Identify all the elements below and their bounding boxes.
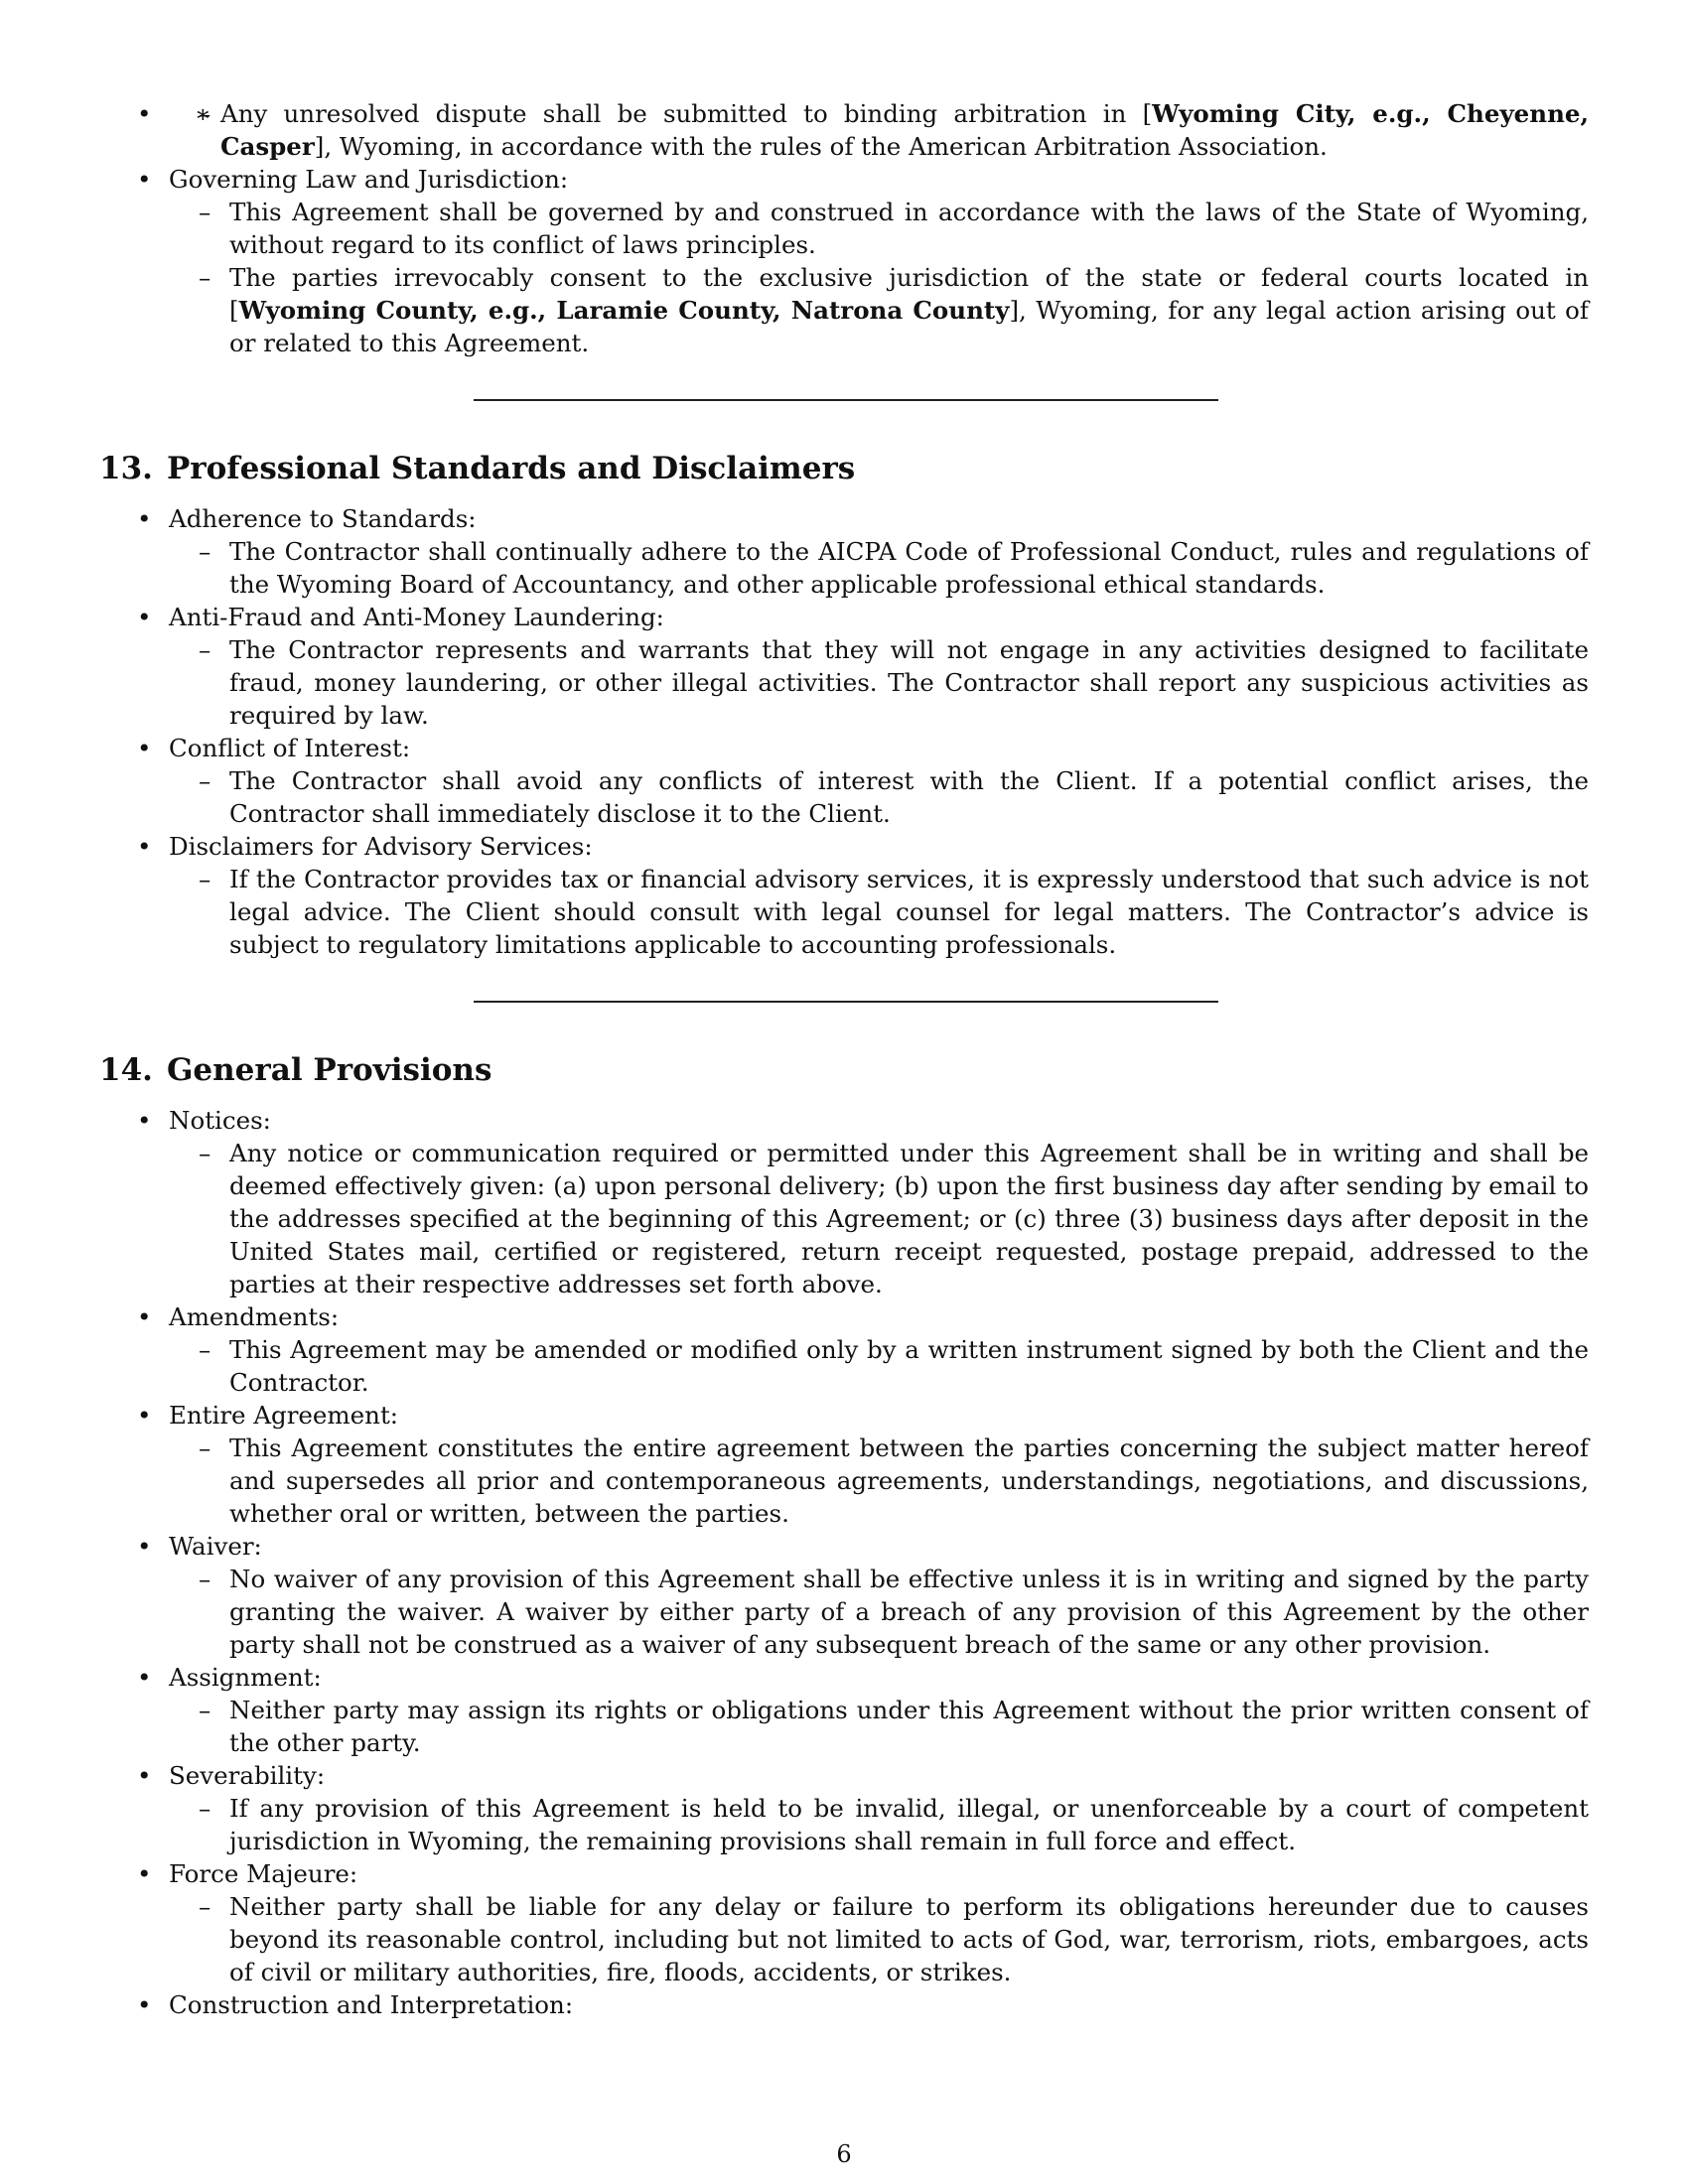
section-14-list xyxy=(99,1104,1589,2021)
section-13-title: Professional Standards and Disclaimers xyxy=(166,451,856,486)
arbitration-text-post: ], Wyoming, in accordance with the rules of the American Arbitration Association. xyxy=(314,132,1328,161)
item-text: – Neither party may assign its rights or obligations under this Agreement without the prior written consent of the other party. xyxy=(169,1694,1589,1759)
item-text: – The Contractor represents and warrants that they will not engage in any activities designed to facilitate fraud, money laundering, or other illegal activities. The Contractor shall report any suspicious activities as required by law. xyxy=(169,633,1589,732)
item-label: Construction and Interpretation: xyxy=(169,1990,574,2019)
item-text: – The Contractor shall avoid any conflicts of interest with the Client. If a potential conflict arises, the Contractor shall immediately disclose it to the Client. xyxy=(169,764,1589,830)
section-13-list xyxy=(99,502,1589,961)
list-item xyxy=(99,1988,1589,2021)
item-text: – This Agreement constitutes the entire agreement between the parties concerning the subject matter hereof and supersedes all prior and contemporaneous agreements, understandings, negotiations, and discussions, whether oral or written, between the parties. xyxy=(169,1432,1589,1530)
continued-list xyxy=(99,97,1589,163)
item-label: Waiver: xyxy=(169,1532,262,1561)
list-item xyxy=(99,601,1589,732)
page-number: 6 xyxy=(836,2140,852,2168)
item-label: Entire Agreement: xyxy=(169,1401,399,1430)
continued-sublist xyxy=(169,97,1589,163)
continued-item xyxy=(99,97,1589,163)
continued-subitem xyxy=(169,97,1589,163)
item-text: – If the Contractor provides tax or financial advisory services, it is expressly understood that such advice is not legal advice. The Client should consult with legal counsel for legal matters. The Contractor’s advice is subject to regulatory limitations applicable to accounting professionals. xyxy=(169,863,1589,961)
item-label: Adherence to Standards: xyxy=(169,504,477,533)
item-label: Severability: xyxy=(169,1761,326,1790)
list-item xyxy=(99,1104,1589,1300)
item-text: – Neither party shall be liable for any delay or failure to perform its obligations hereunder due to causes beyond its reasonable control, including but not limited to acts of God, war, terrorism, riots, embargoes, acts of civil or military authorities, fire, floods, accidents, or strikes. xyxy=(169,1890,1589,1988)
item-label: Amendments: xyxy=(169,1302,340,1331)
item-text: – This Agreement may be amended or modified only by a written instrument signed by both the Client and the Contractor. xyxy=(169,1333,1589,1399)
governing-sublist xyxy=(169,196,1589,359)
section-14-title: General Provisions xyxy=(166,1052,492,1088)
list-item xyxy=(99,1661,1589,1759)
list-item xyxy=(99,1857,1589,1988)
list-item xyxy=(99,1759,1589,1857)
page-content xyxy=(99,97,1589,2021)
item-label: Anti-Fraud and Anti-Money Laundering: xyxy=(169,603,664,631)
section-divider xyxy=(474,399,1218,401)
section-13-heading xyxy=(99,449,1589,488)
arbitration-text-pre: Any unresolved dispute shall be submitted to binding arbitration in [ xyxy=(220,99,1153,128)
item-label: Force Majeure: xyxy=(169,1859,358,1888)
arbitration-list xyxy=(169,97,1589,163)
item-label: Disclaimers for Advisory Services: xyxy=(169,832,593,861)
section-13-number: 13. xyxy=(99,451,153,486)
arbitration-clause xyxy=(169,97,1589,163)
list-item xyxy=(99,732,1589,830)
list-item xyxy=(99,1530,1589,1661)
section-14-number: 14. xyxy=(99,1052,153,1088)
section-divider xyxy=(474,1001,1218,1003)
jurisdiction-clause xyxy=(169,261,1589,359)
jurisdiction-text-pre: The parties irrevocably consent to the exclusive jurisdiction of the state or federal courts located in [ xyxy=(229,263,1589,325)
list-item xyxy=(99,1399,1589,1530)
list-item xyxy=(99,1300,1589,1399)
governing-law-label: Governing Law and Jurisdiction: xyxy=(169,165,569,194)
jurisdiction-text-post: ], Wyoming, for any legal action arising out of or related to this Agreement. xyxy=(229,296,1589,357)
list-item xyxy=(99,830,1589,961)
jurisdiction-placeholder: Wyoming County, e.g., Laramie County, Natrona County xyxy=(238,296,1010,325)
item-text: – Any notice or communication required or permitted under this Agreement shall be in writing and shall be deemed effectively given: (a) upon personal delivery; (b) upon the first business day after sending by email to the addresses specified at the beginning of this Agreement; or (c) three (3) business days after deposit in the United States mail, certified or registered, return receipt requested, postage prepaid, addressed to the parties at their respective addresses set forth above. xyxy=(169,1137,1589,1300)
list-item xyxy=(99,502,1589,601)
item-label: Notices: xyxy=(169,1106,271,1135)
item-label: Conflict of Interest: xyxy=(169,734,411,762)
governing-list xyxy=(99,163,1589,359)
item-label: Assignment: xyxy=(169,1663,322,1692)
section-14-heading xyxy=(99,1050,1589,1090)
governing-law-item xyxy=(99,163,1589,359)
item-text: – If any provision of this Agreement is held to be invalid, illegal, or unenforceable by a court of competent jurisdiction in Wyoming, the remaining provisions shall remain in full force and effect. xyxy=(169,1792,1589,1857)
arbitration-placeholder: Wyoming City, e.g., Cheyenne, Casper xyxy=(220,99,1590,161)
item-text: – No waiver of any provision of this Agreement shall be effective unless it is in writing and signed by the party granting the waiver. A waiver by either party of a breach of any provision of this Agreement by the other party shall not be construed as a waiver of any subsequent breach of the same or any other provision. xyxy=(169,1563,1589,1661)
item-text: – The Contractor shall continually adhere to the AICPA Code of Professional Conduct, rules and regulations of the Wyoming Board of Accountancy, and other applicable professional ethical standards. xyxy=(169,535,1589,601)
governing-law-text: – This Agreement shall be governed by and construed in accordance with the laws of the State of Wyoming, without regard to its conflict of laws principles. xyxy=(169,196,1589,261)
